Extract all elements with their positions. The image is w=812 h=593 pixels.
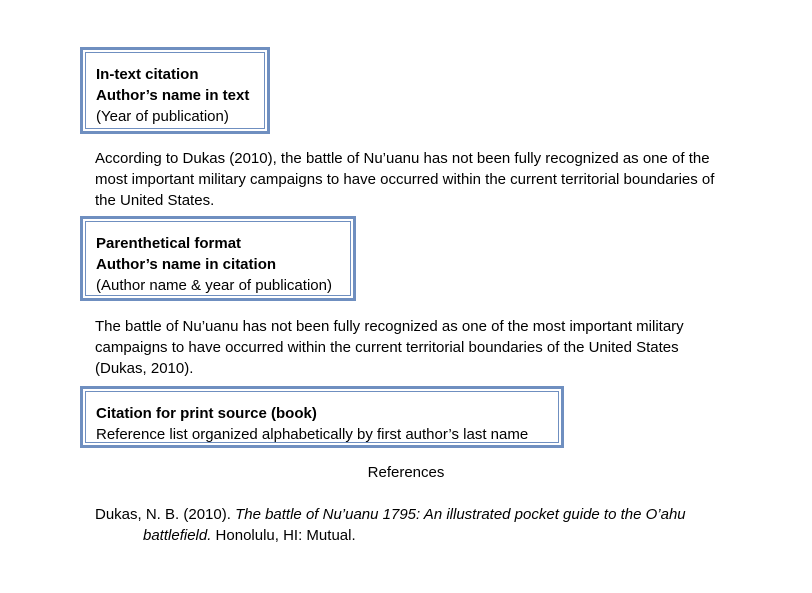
reference-publisher: Honolulu, HI: Mutual. [211,527,356,544]
intext-example-paragraph: According to Dukas (2010), the battle of Nu’uanu has not been fully recognized as one of the most important military campaigns to have occurred within the current territorial boundaries of the United States. [95,150,715,209]
print-source-citation-note: Reference list organized alphabetically by first author’s last name [96,426,529,443]
parenthetical-format-title: Parenthetical format [96,235,242,252]
print-source-citation-box [80,386,564,448]
intext-citation-subtitle: Author’s name in text [96,87,250,104]
references-heading: References [367,464,445,481]
reference-title: The battle of Nu’uanu 1795: An illustrated pocket guide to the O’ahu battlefield. [143,506,686,544]
parenthetical-format-subtitle: Author’s name in citation [96,256,277,273]
reference-author-year: Dukas, N. B. (2010). [95,506,236,523]
intext-citation-box [80,47,270,134]
print-source-citation-title: Citation for print source (book) [96,405,317,422]
intext-citation-title: In-text citation [96,66,199,83]
intext-citation-box-inner [85,52,265,129]
print-source-citation-box-inner [85,391,559,443]
parenthetical-format-box [80,216,356,301]
parenthetical-format-note: (Author name & year of publication) [96,277,332,294]
reference-entry [95,504,753,546]
parenthetical-example-paragraph: The battle of Nu’uanu has not been fully recognized as one of the most important military campaigns to have occurred within the current territorial boundaries of the United States (Dukas, 2010). [95,318,684,377]
parenthetical-format-box-inner [85,221,351,296]
intext-citation-note: (Year of publication) [96,108,229,125]
